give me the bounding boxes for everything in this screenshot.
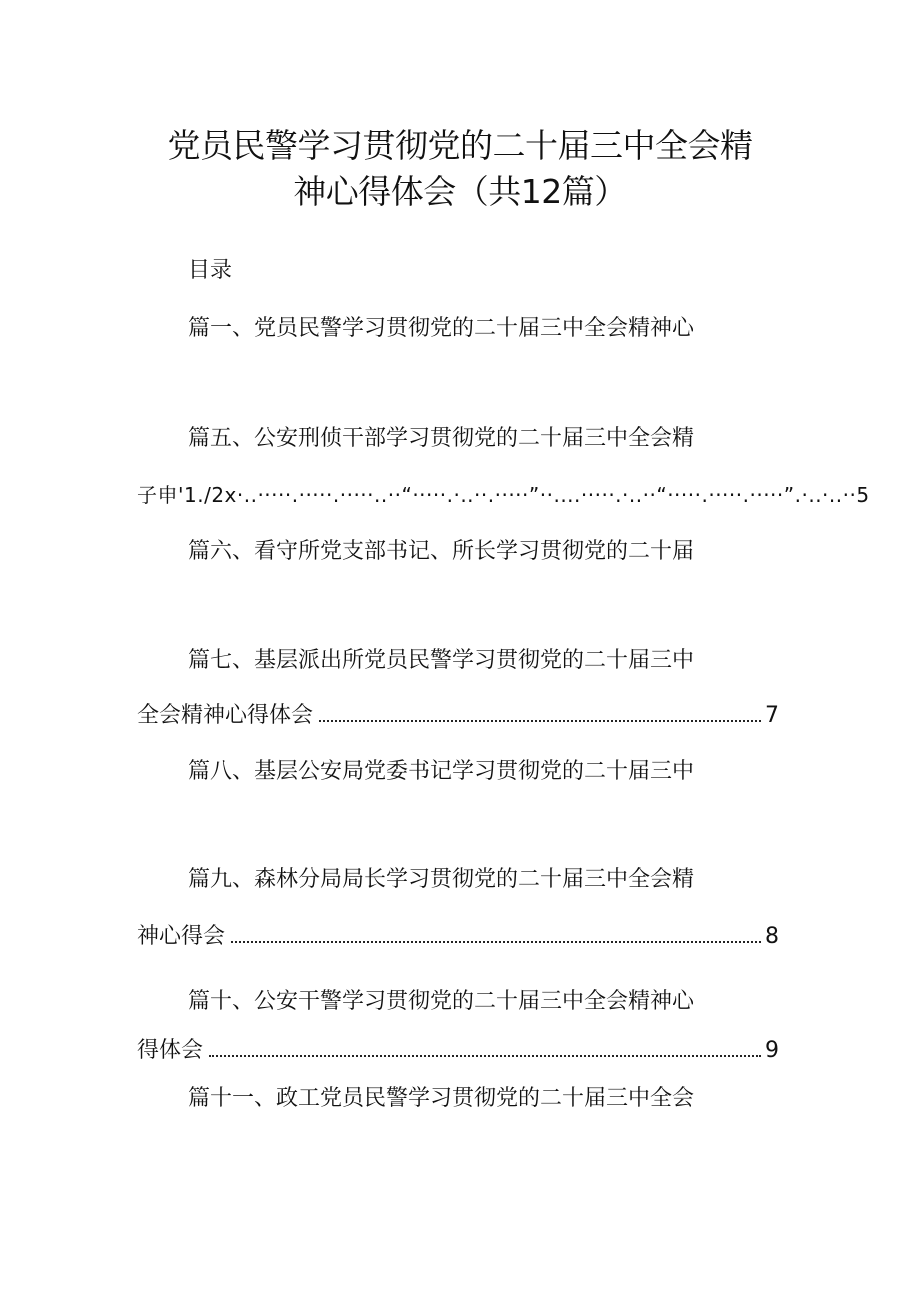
toc-entry: 篇九、森林分局局长学习贯彻党的二十届三中全会精 (188, 867, 695, 892)
toc-heading: 目录 (188, 258, 233, 283)
toc-entry: 篇五、公安刑侦干部学习贯彻党的二十届三中全会精 (188, 426, 695, 451)
toc-page-number: 9 (765, 1038, 779, 1063)
toc-entry: 篇一、党员民警学习贯彻党的二十届三中全会精神心 (188, 316, 695, 341)
toc-entry: 篇十一、政工党员民警学习贯彻党的二十届三中全会 (188, 1086, 695, 1111)
toc-entry-continuation (137, 922, 779, 952)
toc-entry-text: 全会精神心得体会 (137, 703, 314, 728)
toc-entry-continuation (137, 1036, 779, 1066)
toc-page-number: 8 (765, 924, 779, 949)
toc-entry-text: 神心得会 (137, 924, 226, 949)
toc-entry-continuation (137, 701, 779, 731)
toc-entry: 篇七、基层派出所党员民警学习贯彻党的二十届三中 (188, 648, 695, 673)
toc-page-number: 7 (765, 703, 779, 728)
toc-dot-leader (231, 940, 761, 943)
toc-entry: 篇十、公安干警学习贯彻党的二十届三中全会精神心 (188, 989, 695, 1014)
toc-dot-leader (209, 1054, 761, 1057)
document-title-line-1: 党员民警学习贯彻党的二十届三中全会精 (167, 126, 753, 165)
toc-dot-leader (319, 719, 761, 722)
toc-entry-leader-garbled: 子申'1./2x·..·····.·····.·····..··“·····.·..··.·····”··....·····.·..··“·····.·····.·····”.·..·..··5 (137, 483, 870, 507)
document-title-line-2: 神心得体会（共12篇） (293, 172, 627, 211)
toc-entry-text: 得体会 (137, 1038, 204, 1063)
toc-entry: 篇八、基层公安局党委书记学习贯彻党的二十届三中 (188, 759, 695, 784)
toc-entry: 篇六、看守所党支部书记、所长学习贯彻党的二十届 (188, 539, 695, 564)
